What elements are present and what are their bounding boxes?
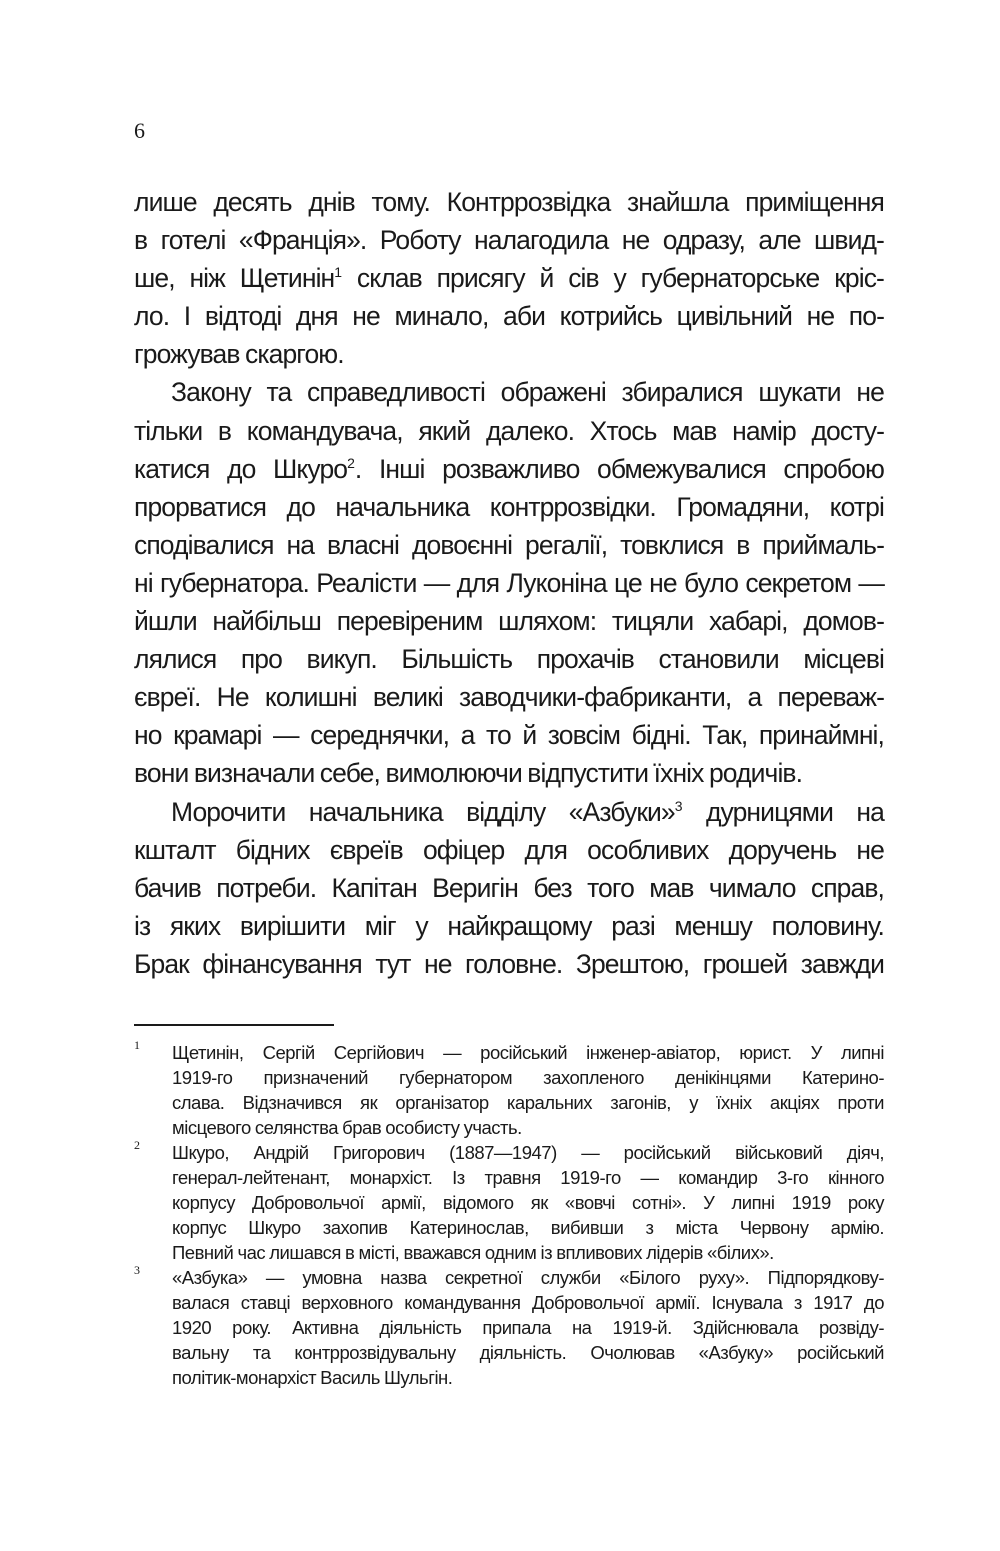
footnote-line: слава. Відзначився як організатор каральних загонів, у їхніх акціях проти	[172, 1092, 884, 1113]
footnote-separator	[134, 1024, 334, 1026]
text-line: Закону та справедливості ображені збиралися шукати не	[171, 377, 884, 408]
text-line: Брак фінансування тут не головне. Зрештою, грошей завжди	[134, 948, 884, 979]
text-line: йшли найбільш перевіреним шляхом: тицяли хабарі, домов-	[134, 606, 884, 637]
footnote-line: політик-монархіст Василь Шульгін.	[172, 1367, 453, 1388]
footnote-ref-2[interactable]: 2	[347, 454, 355, 471]
page-number: 6	[134, 118, 145, 143]
main-text	[134, 183, 884, 983]
text-line: грожував скаргою.	[134, 339, 344, 370]
text-line: катися до Шкуро$^2$. Інші розважливо обмежувалися спробою	[134, 453, 884, 484]
footnote-number: 1	[134, 1038, 140, 1052]
text-line: лише десять днів тому. Контррозвідка знайшла приміщення	[134, 187, 884, 217]
footnote-line: вальну та контррозвідувальну діяльність. Очолював «Азбуку» російський	[172, 1342, 884, 1363]
text-line: бачив потреби. Капітан Веригін без того мав чимало справ,	[134, 872, 884, 903]
text-line: ні губернатора. Реалісти — для Луконіна це не було секретом —	[134, 567, 884, 598]
text-line: лялися про викуп. Більшість прохачів становили місцеві	[134, 644, 884, 675]
text-line: тільки в командувача, який далеко. Хтось мав намір досту-	[134, 415, 884, 446]
text-line: но крамарі — середнячки, а то й зовсім бідні. Так, принаймні,	[134, 720, 884, 751]
footnote-line: 1920 року. Активна діяльність припала на 1919-й. Здійснювала розвіду-	[172, 1317, 884, 1338]
footnote-line: Певний час лишався в місті, вважався одним із впливових лідерів «білих».	[172, 1242, 774, 1263]
footnote-ref-1[interactable]: 1	[334, 264, 343, 281]
text-line: Морочити начальника відділу «Азбуки»$^3$ дурницями на	[171, 796, 885, 827]
footnote-3	[134, 1265, 884, 1390]
footnotes	[134, 1040, 884, 1390]
footnote-number: 2	[134, 1138, 140, 1152]
footnote-line: місцевого селянства брав особисту участь.	[172, 1117, 522, 1138]
text-line: ше, ніж Щетинін$^1$ склав присягу й сів у губернаторське кріс-	[134, 263, 884, 294]
footnote-line: Щетинін, Сергій Сергійович — російський інженер-авіатор, юрист. У липні	[172, 1042, 884, 1063]
text-line: в готелі «Франція». Роботу налагодила не одразу, але швид-	[134, 225, 884, 256]
text-line: прорватися до начальника контррозвідки. Громадяни, котрі	[134, 491, 884, 522]
footnote-line: валася ставці верховного командування Добровольчої армії. Існувала з 1917 до	[172, 1292, 884, 1313]
footnote-2	[134, 1140, 884, 1265]
footnote-line: «Азбука» — умовна назва секретної служби «Білого руху». Підпорядкову-	[172, 1267, 884, 1288]
footnote-line: генерал-лейтенант, монархіст. Із травня 1919-го — командир 3-го кінного	[172, 1167, 884, 1188]
footnote-line: 1919-го призначений губернатором захопленого денікінцями Катерино-	[172, 1067, 884, 1088]
footnote-number: 3	[134, 1263, 140, 1277]
footnote-line: корпус Шкуро захопив Катеринослав, вибивши з міста Червону армію.	[172, 1217, 884, 1238]
text-line: кшталт бідних євреїв офіцер для особливих доручень не	[134, 834, 884, 865]
text-line: із яких вирішити міг у найкращому разі меншу половину.	[134, 910, 884, 941]
text-line: євреї. Не колишні великі заводчики-фабриканти, а переваж-	[134, 682, 884, 713]
footnote-ref-3[interactable]: 3	[674, 797, 683, 814]
text-line: сподівалися на власні довоєнні регалії, товклися в приймаль-	[134, 529, 884, 560]
text-line: вони визначали себе, вимолюючи відпустити їхніх родичів.	[134, 758, 803, 789]
footnote-line: корпусу Добровольчої армії, відомого як «вовчі сотні». У липні 1919 року	[172, 1192, 884, 1213]
footnote-1	[134, 1040, 884, 1140]
footnote-line: Шкуро, Андрій Григорович (1887—1947) — російський військовий діяч,	[172, 1142, 884, 1163]
text-line: ло. І відтоді дня не минало, аби котрийсь цивільний не по-	[134, 301, 884, 332]
